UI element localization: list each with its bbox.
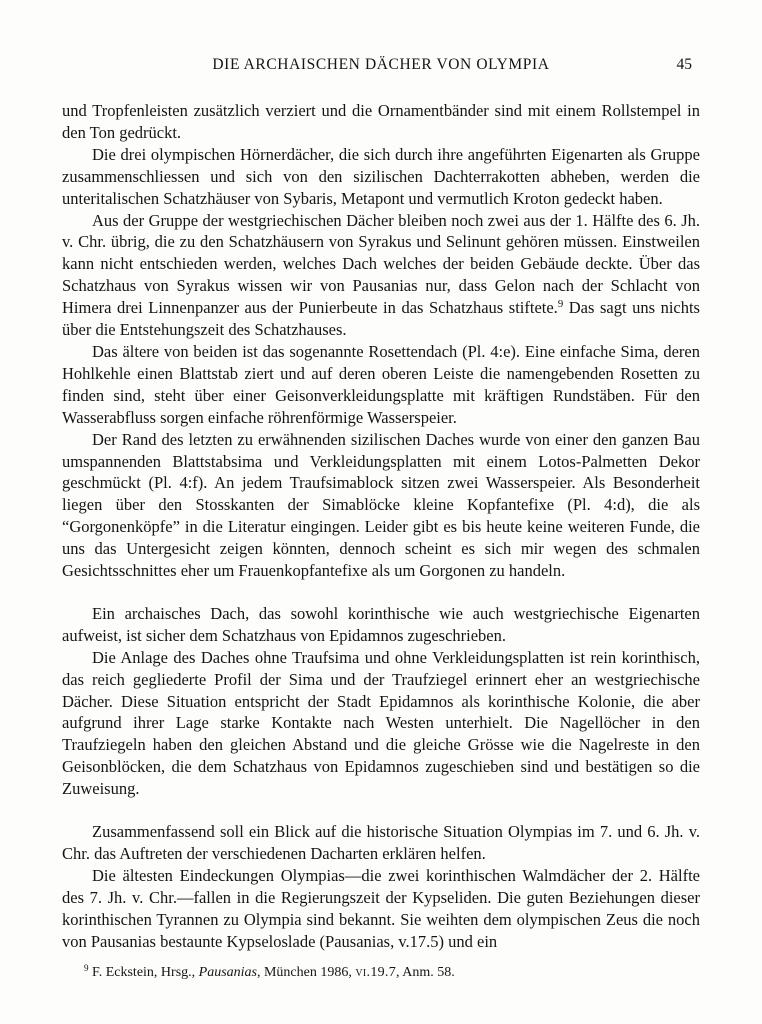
running-head — [62, 56, 700, 74]
footnote-source-title: Pausanias — [198, 964, 257, 980]
footnote-marker: 9 — [84, 962, 89, 973]
page-number: 45 — [676, 56, 692, 73]
paragraph-text-before-footnote-ref: Aus der Gruppe der westgriechischen Dächer bleiben noch zwei aus der 1. Hälfte des 6. Jh. v. Chr. übrig, die zu den Schatzhäusern von Syrakus und Selinunt gehören müssen. Einstweilen kann nicht entschieden werden, welches Dach welches der beiden Gebäude deckte. Über das Schatzhaus von Syrakus wissen wir von Pausanias nur, dass Gelon nach der Schlacht von Himera drei Linnenpanzer aus der Punierbeute in das Schatzhaus stiftete. — [62, 210, 700, 318]
paragraph-zusammenfassung-intro: Zusammenfassend soll ein Blick auf die historische Situation Olympias im 7. und 6. Jh. v. Chr. das Auftreten der verschiedenen Dacharten erklären helfen. — [62, 822, 700, 863]
footnote-reference: 9 — [557, 298, 564, 311]
paragraph-epidamnos-anlage: Die Anlage des Daches ohne Traufsima und ohne Verkleidungsplatten ist rein korinthisch, das reich gegliederte Profil der Sima und der Traufziegel erinnert eher an westgriechische Dächer. Diese Situation entspricht der Stadt Epidamnos als korinthische Kolonie, die aber aufgrund ihrer Lage starke Kontakte nach Westen unterhielt. Die Nagellöcher in den Traufziegeln haben den gleichen Abstand und die gleiche Grösse wie die Nagelreste in den Geisonblöcken, die dem Schatzhaus von Epidamnos zugeschieben sind und bestätigen so die Zuweisung. — [62, 647, 700, 799]
paragraph-westgriechische-daecher — [62, 210, 700, 341]
footnote-text-before-title: F. Eckstein, Hrsg., — [88, 964, 199, 980]
footnote-text-tail: , Anm. 58. — [396, 964, 455, 980]
paragraph-text-after-footnote-ref: Das sagt uns nichts über die Entstehungszeit des Schatzhauses. — [62, 298, 700, 340]
footnote-citation-reference: vi.19.7 — [355, 964, 397, 980]
page-header-title: DIE ARCHAISCHEN DÄCHER VON OLYMPIA — [212, 56, 550, 73]
paragraph-hoernerdaecher: Die drei olympischen Hörnerdächer, die sich durch ihre angeführten Eigenarten als Gruppe zusammenschliessen und sich von den sizilischen Dachterrakotten abheben, werden die unteritalischen Schatzhäuser von Sybaris, Metapont und vermutlich Kroton gedeckt haben. — [62, 144, 700, 208]
footnote-text-after-title: , München 1986, — [256, 964, 356, 980]
page-body — [62, 100, 700, 953]
paragraph-epidamnos-intro: Ein archaisches Dach, das sowohl korinthische wie auch westgriechische Eigenarten aufweist, ist sicher dem Schatzhaus von Epidamnos zugeschrieben. — [62, 603, 700, 645]
footnote — [62, 963, 700, 982]
paragraph-continuation: und Tropfenleisten zusätzlich verziert und die Ornamentbänder sind mit einem Rollstempel in den Ton gedrückt. — [62, 101, 700, 142]
paragraph-kypseliden: Die ältesten Eindeckungen Olympias—die zwei korinthischen Walmdächer der 2. Hälfte des 7. Jh. v. Chr.—fallen in die Regierungszeit der Kypseliden. Die guten Beziehungen dieser korinthischen Tyrannen zu Olympia sind bekannt. Sie weihten dem olympischen Zeus die noch von Pausanias bestaunte Kypseloslade (Pausanias, v.17.5) und ein — [62, 865, 700, 951]
paragraph-rosettendach: Das ältere von beiden ist das sogenannte Rosettendach (Pl. 4:e). Eine einfache Sima, deren Hohlkehle einen Blattstab ziert und auf deren oberen Leiste die namengebenden Rosetten zu finden sind, steht über einer Geisonverkleidungsplatte mit kräftigen Rundstäben. Für den Wasserabfluss sorgen einfache röhrenförmige Wasserspeier. — [62, 341, 700, 427]
paragraph-sizilisches-dach: Der Rand des letzten zu erwähnenden sizilischen Daches wurde von einer den ganzen Bau umspannenden Blattstabsima und Verkleidungsplatten mit einem Lotos-Palmetten Dekor geschmückt (Pl. 4:f). An jedem Traufsimablock sitzen zwei Wasserspeier. Als Besonderheit liegen über den Stosskanten der Simablöcke kleine Kopfantefixe (Pl. 4:d), die als “Gorgonenköpfe” in die Literatur eingingen. Leider gibt es bis heute keine weiteren Funde, die uns das Untergesicht zeigen könnten, dennoch scheint es sich mir wegen des schmalen Gesichtsschnittes eher um Frauenkopfantefixe als um Gorgonen zu handeln. — [62, 429, 700, 581]
